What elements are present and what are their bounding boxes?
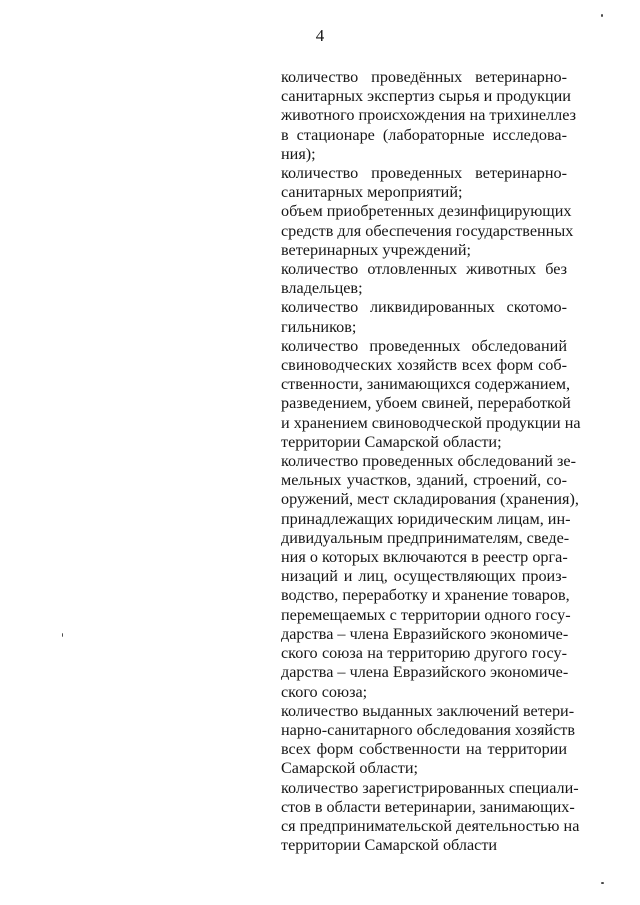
- list-item: [281, 778, 580, 856]
- list-item: [281, 452, 579, 702]
- text-line: ветеринарных учреждений;: [281, 240, 471, 259]
- text-line: водство, переработку и хранение товаров,: [281, 586, 570, 605]
- text-line: ния о которых включаются в реестр орга-: [281, 548, 568, 567]
- text-line: и хранением свиноводческой продукции на: [281, 413, 581, 432]
- text-line: санитарных экспертиз сырья и продукции: [281, 87, 571, 106]
- text-line: ственности, занимающихся содержанием,: [281, 375, 571, 394]
- list-item: [281, 68, 577, 164]
- text-line: принадлежащих юридическим лицам, ин-: [281, 509, 571, 528]
- text-line: средств для обеспечения государственных: [281, 221, 574, 240]
- text-line: разведением, убоем свиней, переработкой: [281, 394, 571, 413]
- text-line: перемещаемых с территории одного госу-: [281, 605, 571, 624]
- text-line: стов в области ветеринарии, занимающих-: [281, 797, 575, 816]
- text-line: территории Самарской области;: [281, 432, 502, 451]
- page-number: 4: [315, 26, 325, 45]
- text-line: ского союза на территорию другого госу-: [281, 644, 567, 663]
- text-line: количество проведенных ветеринарно-: [281, 164, 567, 183]
- text-line: в стационаре (лабораторные исследова-: [281, 125, 567, 144]
- text-line: количество выданных заключений ветери-: [281, 701, 575, 720]
- text-line: свиноводческих хозяйств всех форм соб-: [281, 356, 567, 375]
- list-item: [281, 164, 567, 202]
- text-line: ния);: [281, 144, 316, 163]
- text-line: животного происхождения на трихинеллез: [281, 106, 577, 125]
- text-line: Самарской области;: [281, 759, 419, 778]
- list-item: [281, 260, 567, 298]
- text-line: низаций и лиц, осуществляющих произ-: [281, 567, 567, 586]
- text-line: количество проведённых ветеринарно-: [281, 68, 567, 86]
- text-line: гильников;: [281, 317, 357, 336]
- text-line: количество зарегистрированных специали-: [281, 778, 579, 797]
- list-item: [281, 298, 567, 336]
- text-line: оружений, мест складирования (хранения),: [281, 490, 579, 509]
- text-line: количество проведенных обследований: [281, 336, 567, 355]
- text-line: дарства – члена Евразийского экономиче-: [281, 624, 569, 643]
- text-line: объем приобретенных дезинфицирующих: [281, 202, 572, 221]
- scan-speck: [601, 882, 604, 884]
- text-line: количество проведенных обследований зе-: [281, 452, 576, 471]
- scan-speck: [601, 14, 603, 17]
- list-item: [281, 701, 575, 779]
- text-line: дарства – члена Евразийского экономиче-: [281, 663, 569, 682]
- text-line: территории Самарской области: [281, 836, 498, 855]
- text-line: санитарных мероприятий;: [281, 183, 463, 202]
- text-line: дивидуальным предпринимателям, сведе-: [281, 528, 570, 547]
- list-item: [281, 336, 581, 452]
- scan-speck: [62, 633, 63, 637]
- text-line: всех форм собственности на территории: [281, 740, 567, 759]
- text-line: количество отловленных животных без: [281, 260, 567, 279]
- body-text: [281, 68, 581, 855]
- text-line: ся предпринимательской деятельностью на: [281, 816, 580, 835]
- text-line: ского союза;: [281, 682, 368, 701]
- text-line: нарно-санитарного обследования хозяйств: [281, 720, 575, 739]
- text-line: количество ликвидированных скотомо-: [281, 298, 567, 317]
- text-line: владельцев;: [281, 279, 363, 298]
- text-line: мельных участков, зданий, строений, со-: [281, 471, 567, 490]
- list-item: [281, 202, 574, 260]
